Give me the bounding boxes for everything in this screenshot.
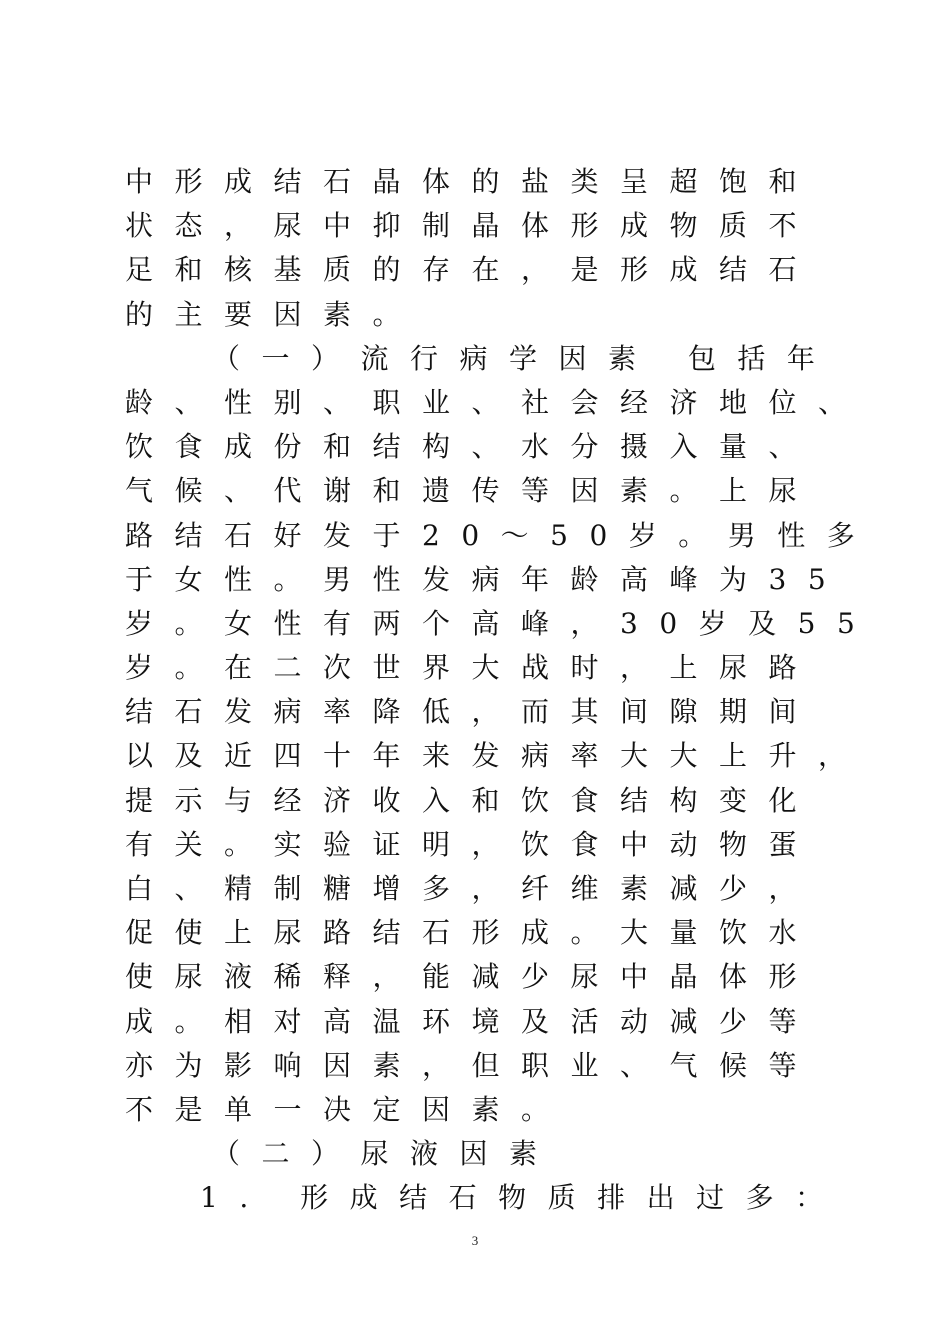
section-heading-epidemiology: （一）流行病学因素 包括年 — [212, 341, 837, 375]
text-line: 结石发病率降低，而其间隙期间 — [125, 695, 819, 729]
text-line: 使尿液稀释，能减少尿中晶体形 — [125, 960, 819, 994]
text-line: 龄、性别、职业、社会经济地位、 — [125, 385, 868, 419]
text-line: 足和核基质的存在，是形成结石 — [125, 253, 819, 287]
page-number: 3 — [471, 1233, 479, 1248]
text-line: 于女性。男性发病年龄高峰为35 — [125, 562, 848, 596]
text-line: 白、精制糖增多，纤维素减少， — [125, 872, 819, 905]
text-line: 亦为影响因素，但职业、气候等 — [125, 1048, 819, 1082]
text-line: 不是单一决定因素。 — [125, 1092, 571, 1126]
text-line: 状态，尿中抑制晶体形成物质不 — [125, 209, 819, 243]
text-line: 成。相对高温环境及活动减少等 — [125, 1004, 819, 1038]
list-item-heading: 1. 形成结石物质排出过多： — [200, 1181, 845, 1215]
text-line: 岁。在二次世界大战时，上尿路 — [125, 651, 819, 685]
text-line: 中形成结石晶体的盐类呈超饱和 — [125, 165, 819, 198]
text-line: 岁。女性有两个高峰，30岁及55 — [125, 606, 877, 640]
body-text — [125, 160, 877, 1221]
text-line: 以及近四十年来发病率大大上升， — [125, 739, 868, 773]
text-line: 路结石好发于20～50岁。男性多 — [125, 518, 877, 552]
text-line: 有关。实验证明，饮食中动物蛋 — [125, 827, 819, 861]
text-line: 的主要因素。 — [125, 297, 423, 331]
text-line: 饮食成份和结构、水分摄入量、 — [125, 430, 819, 464]
text-line: 促使上尿路结石形成。大量饮水 — [125, 916, 819, 950]
section-heading-urine-factors: （二）尿液因素 — [212, 1137, 559, 1171]
text-line: 提示与经济收入和饮食结构变化 — [125, 783, 819, 817]
text-line: 气候、代谢和遗传等因素。上尿 — [125, 474, 819, 508]
